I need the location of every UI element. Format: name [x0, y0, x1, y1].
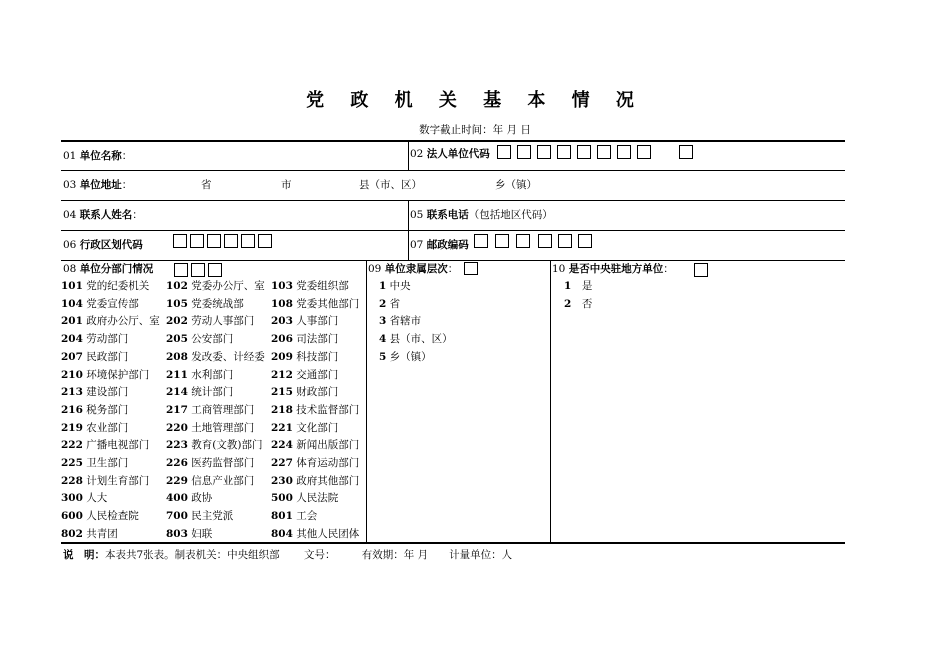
dept-code-item	[271, 437, 376, 452]
dept-name: 计划生育部门	[86, 474, 150, 487]
dept-code: 219	[61, 421, 83, 434]
field-num: 02	[410, 148, 424, 160]
dept-name: 教育(文教)部门	[191, 439, 263, 452]
dept-code: 804	[271, 527, 293, 540]
field-colon: ：	[121, 179, 133, 191]
level-option-code: 5	[379, 350, 387, 363]
field-label: 联系人姓名	[79, 209, 133, 221]
dept-code-item	[271, 367, 376, 382]
rule	[61, 230, 845, 231]
field-central-unit	[552, 262, 674, 276]
level-option-code: 3	[379, 315, 387, 328]
dept-name: 公安部门	[191, 333, 234, 346]
rule	[61, 260, 845, 261]
dept-code-item	[166, 349, 271, 364]
dept-code: 201	[61, 315, 83, 328]
central-option-code: 1	[564, 280, 572, 292]
dept-code-item	[166, 384, 271, 399]
dept-code: 802	[61, 527, 83, 540]
field-label: 单位地址	[79, 179, 122, 191]
level-option	[379, 331, 453, 349]
dept-name: 政府其他部门	[296, 474, 360, 487]
field-colon: ：	[132, 209, 143, 221]
dept-name: 技术监督部门	[296, 403, 360, 416]
dept-code-item	[166, 402, 271, 417]
field-num: 09	[368, 263, 382, 275]
dept-code-item	[61, 331, 166, 346]
dept-name: 人事部门	[296, 315, 339, 328]
dept-code: 216	[61, 403, 83, 416]
rule	[61, 170, 845, 171]
dept-name: 人民检查院	[86, 510, 139, 523]
dept-name: 农业部门	[86, 421, 129, 434]
dept-code-item	[61, 349, 166, 364]
dept-code: 230	[271, 474, 293, 487]
dept-code: 700	[166, 510, 188, 523]
field-label: 行政区划代码	[79, 239, 143, 251]
dept-name: 环境保护部门	[86, 368, 150, 381]
dept-name: 交通部门	[296, 368, 339, 381]
central-option-name: 否	[581, 297, 593, 310]
dept-code-item	[166, 526, 271, 541]
legal-code-box-8[interactable]	[637, 145, 651, 159]
dept-name: 发改委、计经委	[191, 350, 265, 363]
rule-top	[61, 140, 845, 142]
dept-code-box-2[interactable]	[191, 263, 205, 277]
region-code-box-3[interactable]	[207, 234, 221, 248]
region-code-box-5[interactable]	[241, 234, 255, 248]
rule	[61, 200, 845, 201]
central-option	[564, 278, 592, 296]
dept-name: 党委其他部门	[296, 297, 360, 310]
dept-code-item	[61, 490, 166, 505]
dept-code-item	[166, 455, 271, 470]
postal-code-box-3[interactable]	[516, 234, 530, 248]
central-unit-list	[564, 278, 592, 313]
dept-code-item	[271, 420, 376, 435]
legal-code-check-box[interactable]	[679, 145, 693, 159]
col-divider	[550, 260, 551, 542]
dept-name: 卫生部门	[86, 457, 129, 469]
dept-code-item	[166, 473, 271, 488]
level-option-name: 县（市、区）	[389, 333, 453, 346]
dept-name: 党委办公厅、室	[191, 280, 265, 292]
field-contact-phone	[410, 208, 553, 222]
dept-code-item	[271, 526, 376, 541]
postal-code-box-5[interactable]	[558, 234, 572, 248]
dept-name: 共青团	[86, 527, 118, 540]
dept-name: 司法部门	[296, 333, 339, 346]
central-option-name: 是	[581, 280, 593, 292]
dept-code-item	[61, 437, 166, 452]
dept-name: 劳动人事部门	[191, 315, 255, 328]
note-label: 说 明：	[63, 549, 105, 561]
legal-code-box-2[interactable]	[517, 145, 531, 159]
dept-name: 土地管理部门	[191, 421, 255, 434]
field-label: 是否中央驻地方单位	[568, 263, 664, 275]
dept-code: 205	[166, 333, 188, 346]
dept-code: 204	[61, 333, 83, 346]
postal-code-box-4[interactable]	[538, 234, 552, 248]
level-option-name: 中央	[389, 280, 411, 292]
dept-code: 212	[271, 368, 293, 381]
field-num: 04	[63, 209, 77, 221]
dept-name: 科技部门	[296, 350, 339, 363]
field-colon: ：	[121, 150, 133, 162]
dept-name: 人民法院	[296, 492, 339, 505]
dept-code: 600	[61, 510, 83, 523]
dept-name: 医药监督部门	[191, 457, 255, 469]
dept-code: 105	[166, 297, 188, 310]
dept-code-item	[166, 331, 271, 346]
dept-name: 财政部门	[296, 386, 339, 399]
dept-code-box-3[interactable]	[208, 263, 222, 277]
field-legal-code	[410, 147, 490, 161]
dept-code: 208	[166, 350, 188, 363]
level-option-code: 2	[379, 297, 387, 310]
dept-name: 其他人民团体	[296, 527, 360, 540]
level-option-code: 1	[379, 280, 387, 292]
address-province: 省	[201, 179, 212, 191]
dept-code: 209	[271, 350, 293, 363]
region-code-box-4[interactable]	[224, 234, 238, 248]
dept-code-item	[61, 384, 166, 399]
form-title: 党 政 机 关 基 本 情 况	[306, 90, 644, 111]
dept-code: 223	[166, 439, 188, 452]
level-option	[379, 296, 453, 314]
affiliation-level-list	[379, 278, 453, 366]
field-label: 单位分部门情况	[79, 263, 154, 275]
cutoff-date: 数字截止时间：年 月 日	[419, 124, 531, 136]
postal-code-box-1[interactable]	[474, 234, 488, 248]
field-num: 10	[552, 263, 566, 275]
dept-code: 101	[61, 280, 83, 292]
dept-code-item	[271, 490, 376, 505]
dept-code-item	[166, 490, 271, 505]
dept-code-item	[271, 402, 376, 417]
address-city: 市	[281, 179, 292, 191]
dept-code-item	[271, 296, 376, 311]
field-affiliation-level	[368, 262, 458, 276]
form-table	[61, 140, 845, 544]
field-postal-code	[410, 238, 469, 252]
field-label: 联系电话	[426, 209, 469, 221]
dept-code: 103	[271, 280, 293, 292]
dept-code: 400	[166, 492, 188, 505]
dept-name: 信息产业部门	[191, 474, 255, 487]
dept-code-item	[271, 473, 376, 488]
dept-code: 102	[166, 280, 188, 292]
dept-code-item	[61, 402, 166, 417]
field-num: 07	[410, 239, 424, 251]
dept-code: 108	[271, 297, 293, 310]
central-option-code: 2	[564, 297, 572, 310]
rule-bottom	[61, 542, 845, 544]
dept-code: 218	[271, 403, 293, 416]
dept-code-item	[166, 278, 271, 293]
level-option	[379, 349, 453, 367]
level-option-name: 省辖市	[389, 315, 422, 328]
field-num: 08	[63, 263, 77, 275]
dept-code-item	[61, 455, 166, 470]
dept-name: 建设部门	[86, 386, 129, 399]
dept-name: 水利部门	[191, 368, 234, 381]
dept-code: 801	[271, 510, 293, 523]
dept-code: 215	[271, 386, 293, 399]
dept-code: 104	[61, 297, 83, 310]
dept-name: 新闻出版部门	[296, 439, 360, 452]
dept-name: 政协	[191, 492, 213, 505]
dept-name: 文化部门	[296, 421, 339, 434]
field-region-code	[63, 238, 143, 252]
note-text: 本表共7张表。制表机关：中央组织部 文号： 有效期：年 月 计量单位：人	[105, 549, 513, 561]
dept-code-item	[271, 278, 376, 293]
dept-name: 工会	[296, 510, 318, 523]
dept-code-item	[61, 508, 166, 523]
dept-name: 工商管理部门	[191, 403, 255, 416]
dept-code-item	[61, 473, 166, 488]
field-hint: （包括地区代码）	[468, 209, 553, 221]
dept-name: 政府办公厅、室	[86, 315, 160, 328]
dept-code-item	[166, 420, 271, 435]
field-num: 05	[410, 209, 424, 221]
legal-code-box-4[interactable]	[557, 145, 571, 159]
dept-code-item	[61, 420, 166, 435]
field-address	[63, 178, 132, 192]
address-county: 县（市、区）	[359, 179, 422, 191]
field-dept-situation	[63, 262, 153, 276]
dept-code-item	[61, 296, 166, 311]
dept-name: 党的纪委机关	[86, 280, 150, 292]
dept-name: 税务部门	[86, 403, 129, 416]
field-num: 01	[63, 150, 77, 162]
field-num: 06	[63, 239, 77, 251]
region-code-box-6[interactable]	[258, 234, 272, 248]
central-option	[564, 296, 592, 314]
dept-code-item	[271, 455, 376, 470]
dept-code: 500	[271, 492, 293, 505]
dept-code-box-1[interactable]	[174, 263, 188, 277]
dept-code: 213	[61, 386, 83, 399]
level-option	[379, 313, 453, 331]
legal-code-box-1[interactable]	[497, 145, 511, 159]
dept-code: 300	[61, 492, 83, 505]
dept-code-item	[271, 331, 376, 346]
dept-code-item	[271, 508, 376, 523]
dept-code-item	[166, 313, 271, 328]
dept-code-item	[61, 526, 166, 541]
dept-code: 228	[61, 474, 83, 487]
level-option-name: 乡（镇）	[389, 350, 432, 363]
dept-code: 803	[166, 527, 188, 540]
dept-code: 207	[61, 350, 83, 363]
postal-code-box-2[interactable]	[495, 234, 509, 248]
field-label: 单位隶属层次	[384, 263, 448, 275]
form-note	[63, 547, 512, 562]
field-colon: ：	[447, 263, 459, 275]
dept-code: 210	[61, 368, 83, 381]
dept-code: 222	[61, 439, 83, 452]
dept-code: 221	[271, 421, 293, 434]
address-town: 乡（镇）	[495, 179, 537, 191]
legal-code-box-7[interactable]	[617, 145, 631, 159]
dept-code: 214	[166, 386, 188, 399]
dept-code-item	[61, 278, 166, 293]
dept-code: 227	[271, 457, 293, 469]
region-code-box-2[interactable]	[190, 234, 204, 248]
dept-code: 225	[61, 457, 83, 469]
dept-code: 226	[166, 457, 188, 469]
dept-code-item	[271, 384, 376, 399]
dept-name: 民主党派	[191, 510, 234, 523]
region-code-box-1[interactable]	[173, 234, 187, 248]
level-option-name: 省	[389, 297, 401, 310]
field-contact-name	[63, 208, 143, 222]
dept-code: 224	[271, 439, 293, 452]
dept-code-item	[61, 367, 166, 382]
col-divider	[408, 200, 409, 260]
legal-code-box-6[interactable]	[597, 145, 611, 159]
dept-name: 统计部门	[191, 386, 234, 399]
field-label: 邮政编码	[426, 239, 469, 251]
dept-code: 217	[166, 403, 188, 416]
dept-name: 党委宣传部	[86, 297, 139, 310]
dept-code: 211	[166, 368, 188, 381]
dept-name: 党委统战部	[191, 297, 244, 310]
dept-code-item	[166, 508, 271, 523]
central-unit-box[interactable]	[694, 263, 708, 277]
affiliation-level-box[interactable]	[464, 262, 478, 275]
dept-name: 人大	[86, 492, 108, 505]
dept-code-item	[271, 313, 376, 328]
dept-code-item	[271, 349, 376, 364]
dept-code: 203	[271, 315, 293, 328]
field-label: 单位名称	[79, 150, 122, 162]
dept-code-item	[61, 313, 166, 328]
dept-code-item	[166, 296, 271, 311]
dept-code: 206	[271, 333, 293, 346]
field-label: 法人单位代码	[426, 148, 490, 160]
field-num: 03	[63, 179, 77, 191]
dept-code: 202	[166, 315, 188, 328]
level-option-code: 4	[379, 333, 387, 346]
dept-name: 劳动部门	[86, 333, 129, 346]
dept-name: 民政部门	[86, 350, 129, 363]
dept-code-item	[166, 367, 271, 382]
legal-code-box-5[interactable]	[577, 145, 591, 159]
dept-code: 229	[166, 474, 188, 487]
dept-name: 广播电视部门	[86, 439, 150, 452]
field-unit-name	[63, 149, 132, 163]
col-divider	[408, 140, 409, 170]
dept-name: 体育运动部门	[296, 457, 360, 469]
field-colon: ：	[663, 263, 674, 275]
legal-code-box-3[interactable]	[537, 145, 551, 159]
postal-code-box-6[interactable]	[578, 234, 592, 248]
dept-name: 党委组织部	[296, 280, 349, 292]
dept-code-item	[166, 437, 271, 452]
dept-code: 220	[166, 421, 188, 434]
level-option	[379, 278, 453, 296]
dept-name: 妇联	[191, 527, 213, 540]
